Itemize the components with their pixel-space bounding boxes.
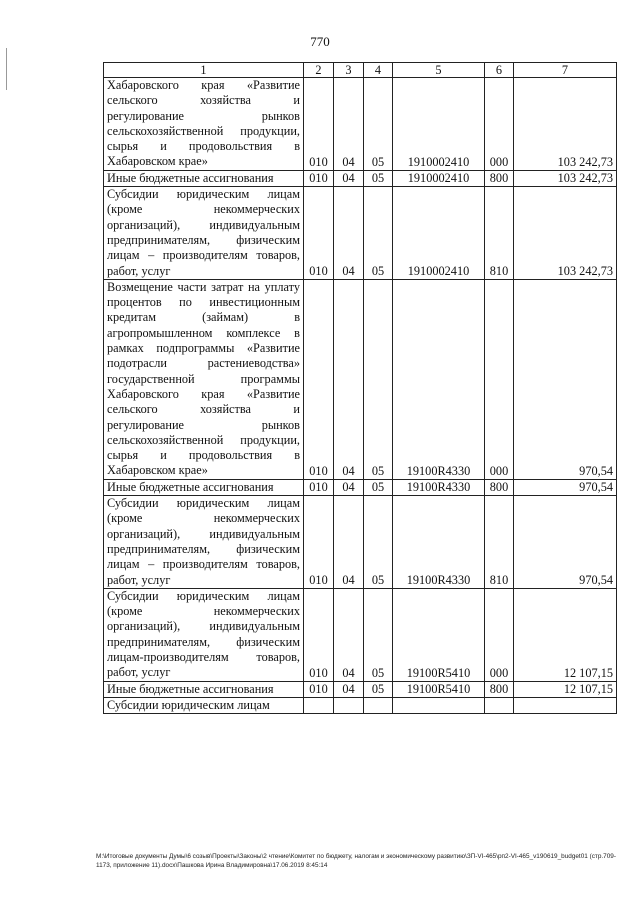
cell-col4: 05	[364, 187, 393, 280]
cell-col6: 800	[485, 479, 514, 495]
cell-col5: 19100R4330	[393, 279, 485, 479]
document-path-footer: М:\Итоговые документы Думы\6 созыв\Проекты\Законы\2 чтение\Комитет по бюджету, налогам и экономическому развитию\ЗП-VI-465\рп2-VI-465_v190619_budget01 (стр.709-1173, приложение 11).docx\Пашкова Ирина Владимировна\17.06.2019 8:45:14	[96, 853, 616, 869]
row-name: Иные бюджетные ассигнования	[104, 479, 304, 495]
cell-col6: 810	[485, 496, 514, 589]
table-row	[104, 187, 617, 280]
cell-col5: 19100R4330	[393, 479, 485, 495]
cell-col3: 04	[334, 279, 364, 479]
table-row	[104, 78, 617, 171]
cell-col3: 04	[334, 681, 364, 697]
column-header: 4	[364, 63, 393, 78]
cell-col3: 04	[334, 479, 364, 495]
cell-col5: 1910002410	[393, 170, 485, 186]
cell-col6: 000	[485, 588, 514, 681]
table-row	[104, 588, 617, 681]
cell-col6: 800	[485, 170, 514, 186]
cell-col2: 010	[304, 78, 334, 171]
cell-col6: 810	[485, 187, 514, 280]
cell-col6: 800	[485, 681, 514, 697]
cell-col4: 05	[364, 279, 393, 479]
cell-amount: 970,54	[514, 279, 617, 479]
cell-col2: 010	[304, 588, 334, 681]
cell-col5: 1910002410	[393, 78, 485, 171]
cell-col4: 05	[364, 588, 393, 681]
cell-amount: 970,54	[514, 479, 617, 495]
row-name: Возмещение части затрат на уплату процентов по инвестиционным кредитам (займам) в агропромышленном комплексе в рамках подпрограммы «Развитие подотрасли растениеводства» государственной программы Хабаровского края «Развитие сельского хозяйства и регулирование рынков сельскохозяйственной продукции, сырья и продовольствия в Хабаровском крае»	[104, 279, 304, 479]
cell-col5: 19100R4330	[393, 496, 485, 589]
cell-col3: 04	[334, 588, 364, 681]
cell-col4	[364, 697, 393, 713]
row-name: Субсидии юридическим лицам (кроме некоммерческих организаций), индивидуальным предпринимателям, физическим лицам – производителям товаров, работ, услуг	[104, 187, 304, 280]
table-row	[104, 496, 617, 589]
cell-col2: 010	[304, 681, 334, 697]
row-name: Субсидии юридическим лицам (кроме некоммерческих организаций), индивидуальным предпринимателям, физическим лицам-производителям товаров, работ, услуг	[104, 588, 304, 681]
cell-col2: 010	[304, 170, 334, 186]
cell-col4: 05	[364, 496, 393, 589]
cell-col5	[393, 697, 485, 713]
cell-col5: 1910002410	[393, 187, 485, 280]
cell-amount: 970,54	[514, 496, 617, 589]
table-row	[104, 697, 617, 713]
row-name: Субсидии юридическим лицам	[104, 697, 304, 713]
cell-col5: 19100R5410	[393, 681, 485, 697]
scan-margin-line	[6, 48, 7, 90]
cell-col5: 19100R5410	[393, 588, 485, 681]
cell-col2: 010	[304, 279, 334, 479]
cell-amount: 103 242,73	[514, 170, 617, 186]
row-name: Иные бюджетные ассигнования	[104, 681, 304, 697]
table-row	[104, 681, 617, 697]
cell-col4: 05	[364, 170, 393, 186]
column-header: 5	[393, 63, 485, 78]
cell-amount: 103 242,73	[514, 187, 617, 280]
cell-col6: 000	[485, 279, 514, 479]
cell-col6	[485, 697, 514, 713]
cell-col4: 05	[364, 78, 393, 171]
row-name: Хабаровского края «Развитие сельского хозяйства и регулирование рынков сельскохозяйственной продукции, сырья и продовольствия в Хабаровском крае»	[104, 78, 304, 171]
column-header: 6	[485, 63, 514, 78]
cell-col3: 04	[334, 78, 364, 171]
column-header: 7	[514, 63, 617, 78]
column-header: 3	[334, 63, 364, 78]
column-header: 2	[304, 63, 334, 78]
table-row	[104, 479, 617, 495]
cell-col3: 04	[334, 187, 364, 280]
row-name: Иные бюджетные ассигнования	[104, 170, 304, 186]
cell-col3	[334, 697, 364, 713]
cell-col2	[304, 697, 334, 713]
budget-table	[103, 62, 617, 714]
cell-amount	[514, 697, 617, 713]
row-name: Субсидии юридическим лицам (кроме некоммерческих организаций), индивидуальным предпринимателям, физическим лицам – производителям товаров, работ, услуг	[104, 496, 304, 589]
table-row	[104, 279, 617, 479]
cell-col3: 04	[334, 496, 364, 589]
cell-amount: 12 107,15	[514, 681, 617, 697]
table-header-row	[104, 63, 617, 78]
cell-col3: 04	[334, 170, 364, 186]
cell-col4: 05	[364, 681, 393, 697]
cell-amount: 103 242,73	[514, 78, 617, 171]
page-number: 770	[310, 34, 330, 49]
cell-amount: 12 107,15	[514, 588, 617, 681]
cell-col4: 05	[364, 479, 393, 495]
cell-col6: 000	[485, 78, 514, 171]
column-header: 1	[104, 63, 304, 78]
cell-col2: 010	[304, 479, 334, 495]
table-row	[104, 170, 617, 186]
cell-col2: 010	[304, 496, 334, 589]
cell-col2: 010	[304, 187, 334, 280]
